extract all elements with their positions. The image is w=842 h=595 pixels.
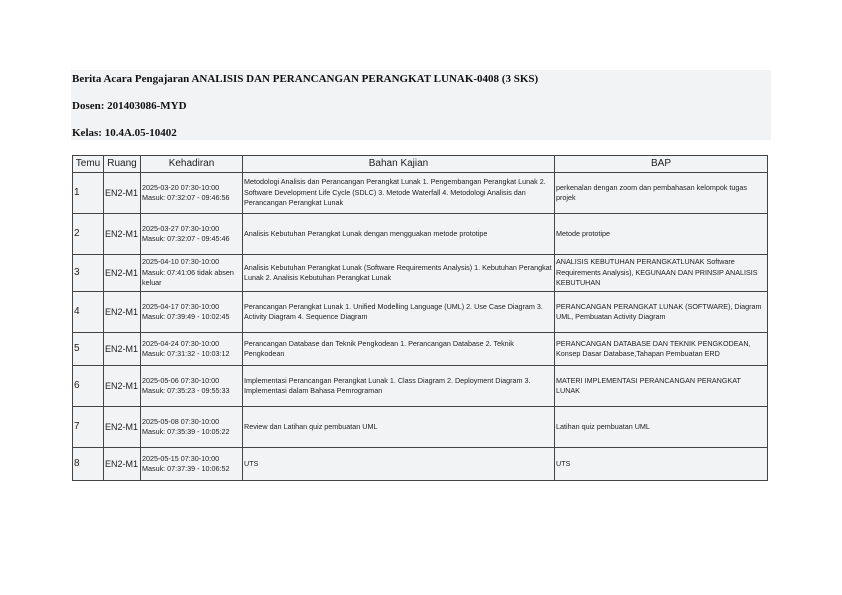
cell-bahan-kajian: Analisis Kebutuhan Perangkat Lunak (Software Requirements Analysis) 1. Kebutuhan Perangkat Lunak 2. Analisis Kebutuhan Perangkat Lunak [243, 255, 555, 292]
cell-temu: 8 [73, 448, 104, 481]
cell-bahan-kajian: Metodologi Analisis dan Perancangan Perangkat Lunak 1. Pengembangan Perangkat Lunak 2. Software Development Life Cycle (SDLC) 3. Metode Waterfall 4. Metodologi Analisis dan Perancangan Perangkat Lunak [243, 173, 555, 214]
cell-kehadiran: 2025-03-27 07:30-10:00 Masuk: 07:32:07 - 09:45:46 [141, 214, 243, 255]
cell-temu: 1 [73, 173, 104, 214]
table-row [73, 407, 768, 448]
cell-kehadiran: 2025-05-08 07:30-10:00 Masuk: 07:35:39 - 10:05:22 [141, 407, 243, 448]
bap-table [72, 155, 768, 481]
cell-bap: ANALISIS KEBUTUHAN PERANGKATLUNAK Software Requirements Analysis), KEGUNAAN DAN PRINSIP ANALISIS KEBUTUHAN [555, 255, 768, 292]
cell-bap: Metode prototipe [555, 214, 768, 255]
cell-bap: perkenalan dengan zoom dan pembahasan kelompok tugas projek [555, 173, 768, 214]
cell-kehadiran: 2025-05-15 07:30-10:00 Masuk: 07:37:39 - 10:06:52 [141, 448, 243, 481]
table-row [73, 173, 768, 214]
cell-bahan-kajian: Implementasi Perancangan Perangkat Lunak 1. Class Diagram 2. Deployment Diagram 3. Implementasi dalam Bahasa Pemrograman [243, 366, 555, 407]
cell-temu: 7 [73, 407, 104, 448]
cell-temu: 5 [73, 333, 104, 366]
cell-ruang: EN2-M1 [104, 407, 141, 448]
cell-ruang: EN2-M1 [104, 255, 141, 292]
dosen-label: Dosen: 201403086-MYD [72, 100, 187, 112]
cell-bahan-kajian: Review dan Latihan quiz pembuatan UML [243, 407, 555, 448]
kelas-label: Kelas: 10.4A.05-10402 [72, 127, 177, 139]
table-row [73, 292, 768, 333]
page-title: Berita Acara Pengajaran ANALISIS DAN PERANCANGAN PERANGKAT LUNAK-0408 (3 SKS) [72, 73, 539, 85]
cell-temu: 3 [73, 255, 104, 292]
table-row [73, 366, 768, 407]
cell-ruang: EN2-M1 [104, 366, 141, 407]
cell-bahan-kajian: Perancangan Database dan Teknik Pengkodean 1. Perancangan Database 2. Teknik Pengkodean [243, 333, 555, 366]
cell-ruang: EN2-M1 [104, 173, 141, 214]
cell-bap: Latihan quiz pembuatan UML [555, 407, 768, 448]
header-info-box [71, 70, 771, 140]
cell-bahan-kajian: UTS [243, 448, 555, 481]
cell-bap: PERANCANGAN PERANGKAT LUNAK (SOFTWARE), Diagram UML, Pembuatan Activity Diagram [555, 292, 768, 333]
cell-ruang: EN2-M1 [104, 292, 141, 333]
table-row [73, 255, 768, 292]
cell-ruang: EN2-M1 [104, 448, 141, 481]
cell-bap: UTS [555, 448, 768, 481]
col-header-ruang: Ruang [104, 156, 141, 173]
cell-temu: 2 [73, 214, 104, 255]
col-header-bap: BAP [555, 156, 768, 173]
cell-kehadiran: 2025-04-10 07:30-10:00 Masuk: 07:41:06 tidak absen keluar [141, 255, 243, 292]
cell-bahan-kajian: Perancangan Perangkat Lunak 1. Unified Modelling Language (UML) 2. Use Case Diagram 3. Activity Diagram 4. Sequence Diagram [243, 292, 555, 333]
cell-ruang: EN2-M1 [104, 333, 141, 366]
cell-ruang: EN2-M1 [104, 214, 141, 255]
col-header-temu: Temu [73, 156, 104, 173]
cell-bahan-kajian: Analisis Kebutuhan Perangkat Lunak dengan mengguakan metode prototipe [243, 214, 555, 255]
table-row [73, 448, 768, 481]
table-row [73, 333, 768, 366]
cell-kehadiran: 2025-03-20 07:30-10:00 Masuk: 07:32:07 - 09:46:56 [141, 173, 243, 214]
table-row [73, 214, 768, 255]
cell-temu: 4 [73, 292, 104, 333]
cell-bap: MATERI IMPLEMENTASI PERANCANGAN PERANGKAT LUNAK [555, 366, 768, 407]
cell-kehadiran: 2025-04-24 07:30-10:00 Masuk: 07:31:32 - 10:03:12 [141, 333, 243, 366]
table-header-row [73, 156, 768, 173]
cell-temu: 6 [73, 366, 104, 407]
cell-kehadiran: 2025-05-06 07:30-10:00 Masuk: 07:35:23 - 09:55:33 [141, 366, 243, 407]
cell-bap: PERANCANGAN DATABASE DAN TEKNIK PENGKODEAN, Konsep Dasar Database,Tahapan Pembuatan ERD [555, 333, 768, 366]
col-header-bahan-kajian: Bahan Kajian [243, 156, 555, 173]
col-header-kehadiran: Kehadiran [141, 156, 243, 173]
cell-kehadiran: 2025-04-17 07:30-10:00 Masuk: 07:39:49 - 10:02:45 [141, 292, 243, 333]
